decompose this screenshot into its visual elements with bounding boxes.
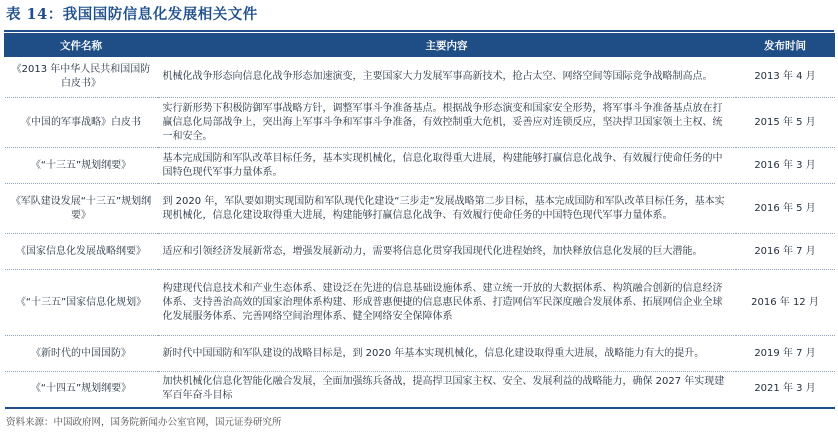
table-row: [5, 57, 835, 98]
header-name: 文件名称: [5, 34, 158, 57]
doc-content: 机械化战争形态向信息化战争形态加速演变，主要国家大力发展军事高新技术，抢占太空、网络空间等国际竞争战略制高点。: [158, 57, 736, 98]
doc-content: 到 2020 年，军队要如期实现国防和军队现代化建设“三步走”发展战略第二步目标，基本完成国防和军队改革目标任务，基本实现机械化，信息化建设取得重大进展，构建能够打赢信息化战争、有效履行使命任务的中国特色现代军事力量体系。: [158, 184, 736, 234]
doc-name: 《新时代的中国国防》: [5, 336, 158, 372]
table-row: [5, 98, 835, 148]
documents-table: [4, 33, 835, 409]
table-row: [5, 372, 835, 408]
doc-name: 《“十四五”规划纲要》: [5, 372, 158, 408]
doc-content: 加快机械化信息化智能化融合发展，全面加强练兵备战，提高捍卫国家主权、安全、发展利益的战略能力，确保 2027 年实现建军百年奋斗目标: [158, 372, 736, 408]
table-row: [5, 234, 835, 270]
doc-content: 新时代中国国防和军队建设的战略目标是，到 2020 年基本实现机械化，信息化建设取得重大进展，战略能力有大的提升。: [158, 336, 736, 372]
doc-content: 实行新形势下积极防御军事战略方针，调整军事斗争准备基点。根据战争形态演变和国家安全形势，将军事斗争准备基点放在打赢信息化局部战争上，突出海上军事斗争和军事斗争准备，有效控制重大危机，妥善应对连锁反应，坚决捍卫国家领土主权、统一和安全。: [158, 98, 736, 148]
doc-name: 《国家信息化发展战略纲要》: [5, 234, 158, 270]
doc-date: 2016 年 12 月: [736, 270, 835, 336]
table-header-row: [5, 34, 835, 57]
doc-name: 《2013 年中华人民共和国国防白皮书》: [5, 57, 158, 98]
doc-content: 适应和引领经济发展新常态，增强发展新动力，需要将信息化贯穿我国现代化进程始终，加快释放信息化发展的巨大潜能。: [158, 234, 736, 270]
title-rule: [4, 30, 834, 32]
doc-name: 《“十三五”国家信息化规划》: [5, 270, 158, 336]
doc-date: 2016 年 3 月: [736, 148, 835, 184]
source-note: 资料来源：中国政府网，国务院新闻办公室官网，国元证券研究所: [6, 417, 282, 428]
table-row: [5, 148, 835, 184]
doc-date: 2016 年 7 月: [736, 234, 835, 270]
doc-date: 2015 年 5 月: [736, 98, 835, 148]
table-title: 表 14：我国国防信息化发展相关文件: [6, 6, 258, 23]
header-date: 发布时间: [736, 34, 835, 57]
doc-date: 2019 年 7 月: [736, 336, 835, 372]
doc-name: 《“十三五”规划纲要》: [5, 148, 158, 184]
doc-content: 基本完成国防和军队改革目标任务，基本实现机械化，信息化取得重大进展，构建能够打赢信息化战争、有效履行使命任务的中国特色现代军事力量体系。: [158, 148, 736, 184]
doc-date: 2021 年 3 月: [736, 372, 835, 408]
doc-date: 2016 年 5 月: [736, 184, 835, 234]
doc-name: 《中国的军事战略》白皮书: [5, 98, 158, 148]
doc-date: 2013 年 4 月: [736, 57, 835, 98]
table-row: [5, 336, 835, 372]
table-row: [5, 270, 835, 336]
doc-content: 构建现代信息技术和产业生态体系、建设泛在先进的信息基础设施体系、建立统一开放的大数据体系、构筑融合创新的信息经济体系、支持善治高效的国家治理体系构建、形成普惠便捷的信息惠民体系、打造网信军民深度融合发展体系、拓展网信企业全球化发展服务体系、完善网络空间治理体系、健全网络安全保障体系: [158, 270, 736, 336]
header-content: 主要内容: [158, 34, 736, 57]
doc-name: 《军队建设发展“十三五”规划纲要》: [5, 184, 158, 234]
table-row: [5, 184, 835, 234]
